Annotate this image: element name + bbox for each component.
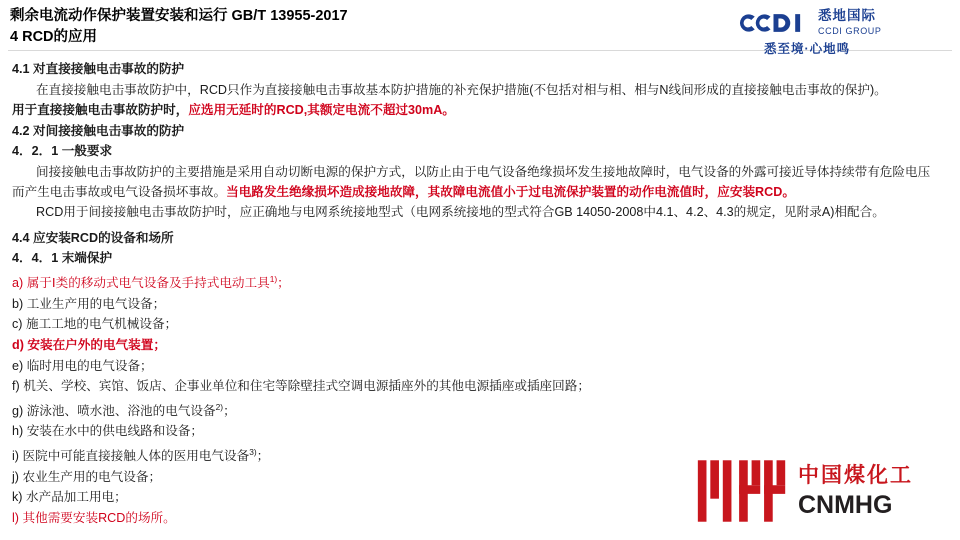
list-item-text: 机关、学校、宾馆、饭店、企事业单位和住宅等除壁挂式空调电源插座外的其他电源插座或插座回路； [23,379,590,394]
title-line-1: 剩余电流动作保护装置安装和运行 GB/T 13955-2017 [10,8,348,24]
list-item [12,422,942,442]
list-item-footnote-marker: 2) [215,401,224,412]
list-item-label: b) [12,296,27,311]
section-4-2-1-paragraph-1 [12,163,942,202]
list-item [12,398,942,422]
list-item-footnote-marker: 1) [269,273,278,284]
cnmhg-logo-text [798,462,913,520]
list-item [12,357,942,377]
myh-monogram-icon [694,456,790,526]
list-item-footnote-marker: 3) [249,447,257,458]
ccdi-cn-name: 悉地国际 [818,8,876,23]
s421-p1-red: 当电路发生绝缘损坏造成接地故障，其故障电流值小于过电流保护装置的动作电流值时，应安装RCD。 [226,184,795,199]
s41-p2-black: 用于直接接触电击事故防护时， [12,103,189,118]
list-item-text: 农业生产用的电气设备； [22,469,162,484]
section-4-1-heading: 4.1 对直接接触电击事故的防护 [12,62,185,76]
list-item [12,295,942,315]
section-4-1-paragraph-1: 在直接接触电击事故防护中，RCD只作为直接接触电击事故基本防护措施的补充保护措施(不包括对相与相、相与N线间形成的直接接触电击事故的保护)。 [36,82,887,97]
list-item-label: h) [12,424,27,439]
section-4-2-heading: 4.2 对间接接触电击事故的防护 [12,123,185,138]
list-item-text: 临时用电的电气设备； [26,358,153,373]
cnmhg-en-name: CNMHG [798,491,893,519]
ccdi-logo-text [818,8,882,39]
list-item-label: d) [12,337,28,352]
list-item [12,315,942,335]
list-item-tail: ； [277,276,290,291]
list-item-tail: ； [223,403,236,418]
section-4-2-1-heading: 4．2．1 一般要求 [12,144,113,159]
list-item-text: 医院中可能直接接触人体的医用电气设备 [22,449,250,464]
list-item [12,377,942,397]
ccdi-slogan: 悉至境·心地鸣 [764,42,851,56]
page-title [10,6,730,47]
ccdi-logo-icon [736,10,810,36]
section-4-1-paragraph-2 [12,101,942,121]
list-item-text: 工业生产用的电气设备； [26,296,166,311]
list-item-text: 其他需要安装RCD的场所。 [22,511,176,526]
list-item-text: 安装在水中的供电线路和设备； [26,424,204,439]
s41-p2-red: 应选用无延时的RCD,其额定电流不超过30mA。 [188,103,455,118]
title-line-2: 4 RCD的应用 [10,29,98,45]
list-item-label: c) [12,317,26,332]
list-item-text: 属于Ⅰ类的移动式电气设备及手持式电动工具 [26,276,270,291]
s421-p1-black: 间接接触电击事故防护的主要措施是采用自动切断电源的保护方式，以防止由于电气设备绝缘损坏发生接地故障时，电气设备的外露可接近导体持续带有危险电压而产生电击事故或电气设备损坏事故。 [12,164,931,199]
cnmhg-cn-name: 中国煤化工 [798,464,913,487]
list-item-text: 水产品加工用电； [26,490,127,505]
ccdi-logo [736,8,946,56]
list-item-label: k) [12,490,26,505]
cnmhg-logo [694,456,944,530]
list-item-label: f) [12,379,24,394]
list-item-label: e) [12,358,27,373]
list-item-text: 施工工地的电气机械设备； [26,317,178,332]
list-item [12,270,942,294]
list-item-label: l) [12,511,23,526]
list-item [12,336,942,356]
list-item-label: a) [12,276,27,291]
list-item-text: 游泳池、喷水池、浴池的电气设备 [26,403,216,418]
ccdi-en-name: CCDI GROUP [818,26,882,36]
list-item-label: g) [12,403,27,418]
section-4-4-heading: 4.4 应安装RCD的设备和场所 [12,230,174,245]
list-item-label: i) [12,449,23,464]
list-item-tail: ； [256,449,270,464]
section-4-2-1-paragraph-2: RCD用于间接接触电击事故防护时，应正确地与电网系统接地型式（电网系统接地的型式符合GB 14050-2008中4.1、4.2、4.3的规定，见附录A)相配合。 [36,205,885,220]
list-item-text: 安装在户外的电气装置； [27,337,166,352]
section-4-4-1-heading: 4．4．1 末端保护 [12,251,113,266]
list-item-label: j) [12,469,23,484]
